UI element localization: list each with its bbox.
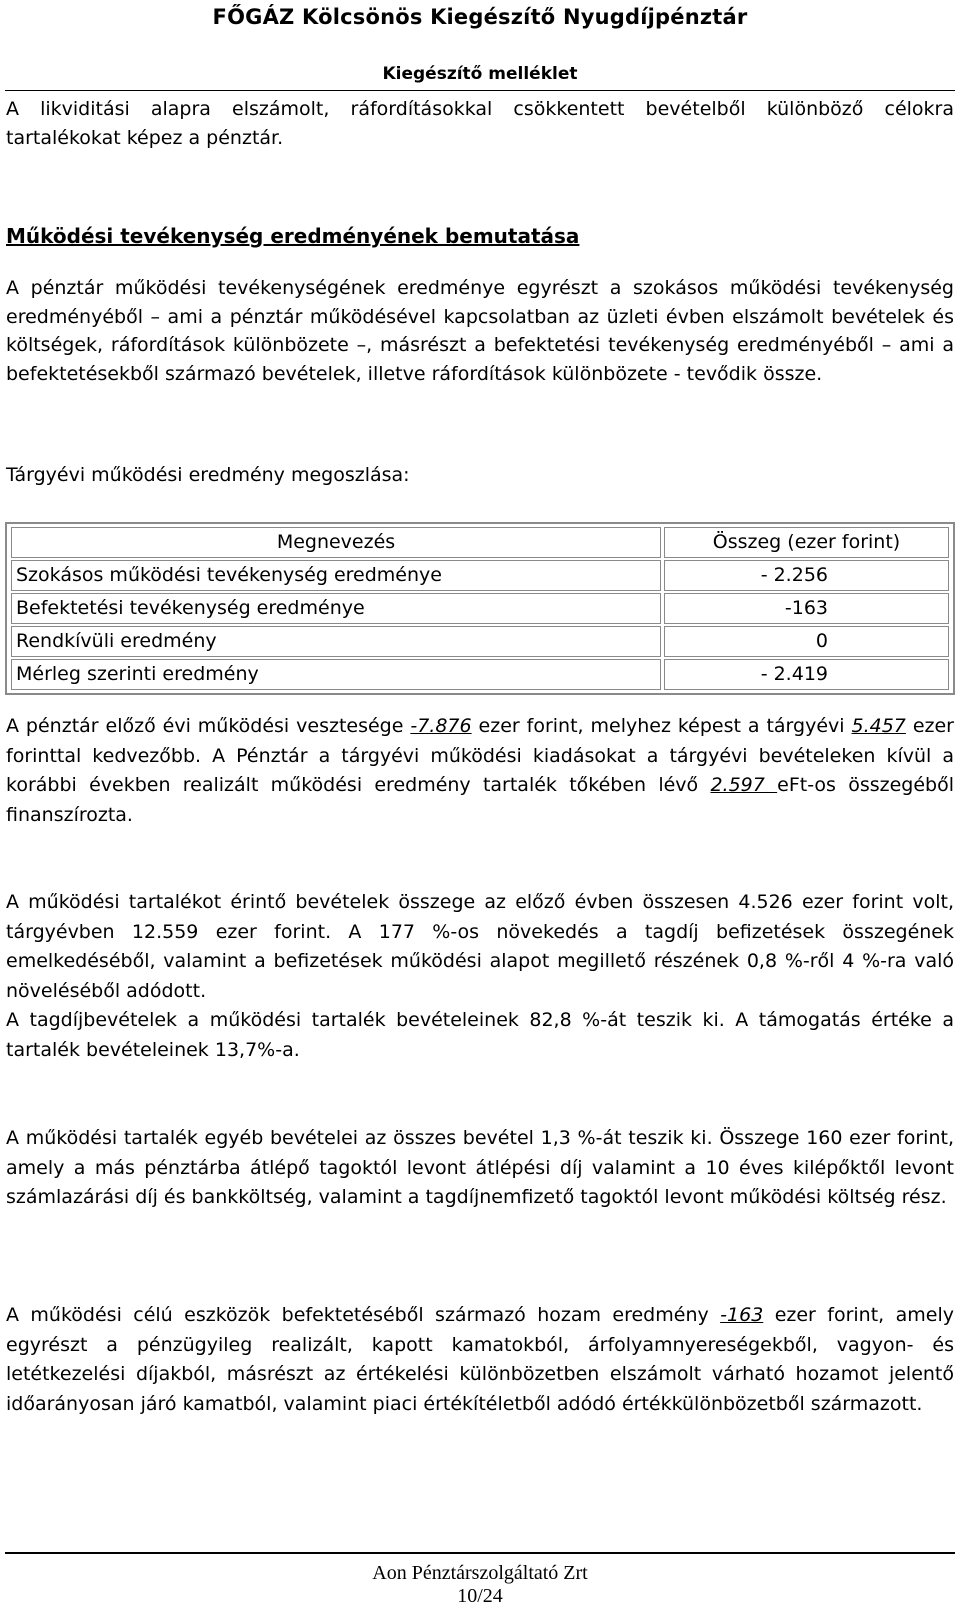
section-heading: Működési tevékenység eredményének bemutatása <box>6 224 580 248</box>
text-run: ezer forint, amely egyrészt a pénzügyileg realizált, kapott kamatokból, árfolyamnyereségekből, vagyon- és letétkezelési díjakból, másrészt az értékelési különbözetben elszámolt várható hozamot jelentő időarányosan járó kamatból, valamint piaci értékítéletből adódó értékkülönbözetből származott. <box>6 1304 954 1415</box>
table-row <box>11 626 949 657</box>
paragraph-previous-year-loss <box>6 712 954 830</box>
table-caption: Tárgyévi működési eredmény megoszlása: <box>6 464 410 486</box>
table-cell-value: 0 <box>664 626 949 657</box>
table-row <box>11 560 949 591</box>
page-number: 10/24 <box>457 1585 503 1607</box>
text-run: ezer forint, melyhez képest a tárgyévi <box>471 715 852 737</box>
paragraph-other-income: A működési tartalék egyéb bevételei az összes bevétel 1,3 %-át teszik ki. Összege 160 ezer forint, amely a más pénztárba átlépő tagoktól levont átlépési díj valamint a 10 éves kilépőktől levont számlazárási díj és bankköltség, valamint a tagdíjnemfizető tagoktól levont működési költség rész. <box>6 1127 954 1209</box>
table-header-cell: Megnevezés <box>11 527 661 558</box>
table-row <box>11 659 949 690</box>
value-improvement: 5.457 <box>851 715 906 737</box>
result-table <box>5 522 955 695</box>
paragraph-operating-result: A pénztár működési tevékenységének eredménye egyrészt a szokásos működési tevékenység eredményéből – ami a pénztár működésével kapcsolatban az üzleti évben elszámolt bevételek és költségek, ráfordítások különbözete –, másrészt a befektetési tevékenység eredményéből – ami a befektetésekből származó bevételek, illetve ráfordítások különbözete - tevődik össze. <box>6 277 954 385</box>
table-cell-name: Rendkívüli eredmény <box>11 626 661 657</box>
footer-company: Aon Pénztárszolgáltató Zrt <box>372 1562 588 1584</box>
document-title: FŐGÁZ Kölcsönös Kiegészítő Nyugdíjpénztár <box>212 5 748 29</box>
text-run: eFt-os összegéből finanszírozta. <box>6 774 954 826</box>
table-row <box>11 593 949 624</box>
table-cell-value: -163 <box>664 593 949 624</box>
footer-divider <box>5 1552 955 1554</box>
value-previous-loss: -7.876 <box>410 715 472 737</box>
table-header-cell: Összeg (ezer forint) <box>664 527 949 558</box>
table-cell-value: - 2.256 <box>664 560 949 591</box>
table-header-row <box>11 527 949 558</box>
text-run: A pénztár előző évi működési vesztesége <box>6 715 411 737</box>
text-run: A működési célú eszközök befektetéséből származó hozam eredmény <box>6 1304 721 1326</box>
table-cell-name: Szokásos működési tevékenység eredménye <box>11 560 661 591</box>
header-divider <box>5 90 955 91</box>
value-yield: -163 <box>720 1304 764 1326</box>
document-subtitle: Kiegészítő melléklet <box>382 64 578 84</box>
paragraph-membership-fees: A tagdíjbevételek a működési tartalék bevételeinek 82,8 %-át teszik ki. A támogatás értéke a tartalék bevételeinek 13,7%-a. <box>6 1009 954 1061</box>
table-cell-name: Mérleg szerinti eredmény <box>11 659 661 690</box>
intro-paragraph: A likviditási alapra elszámolt, ráfordításokkal csökkentett bevételből különböző célokra tartalékokat képez a pénztár. <box>6 98 954 149</box>
table-cell-value: - 2.419 <box>664 659 949 690</box>
paragraph-reserve-income: A működési tartalékot érintő bevételek összege az előző évben összesen 4.526 ezer forint volt, tárgyévben 12.559 ezer forint. A 177 %-os növekedés a tagdíj befizetések összegének emelkedéséből, valamint a befizetések működési alapot megillető részének 0,8 %-ről 4 %-ra való növeléséből adódott. <box>6 891 954 1002</box>
text-run: ezer forinttal kedvezőbb. A Pénztár a tárgyévi működési kiadásokat a tárgyévi bevételeken kívül a korábbi években realizált működési eredmény tartalék tőkében lévő <box>6 715 954 797</box>
table-cell-name: Befektetési tevékenység eredménye <box>11 593 661 624</box>
value-reserve: 2.597 <box>710 774 778 797</box>
paragraph-investment-yield <box>6 1301 954 1419</box>
